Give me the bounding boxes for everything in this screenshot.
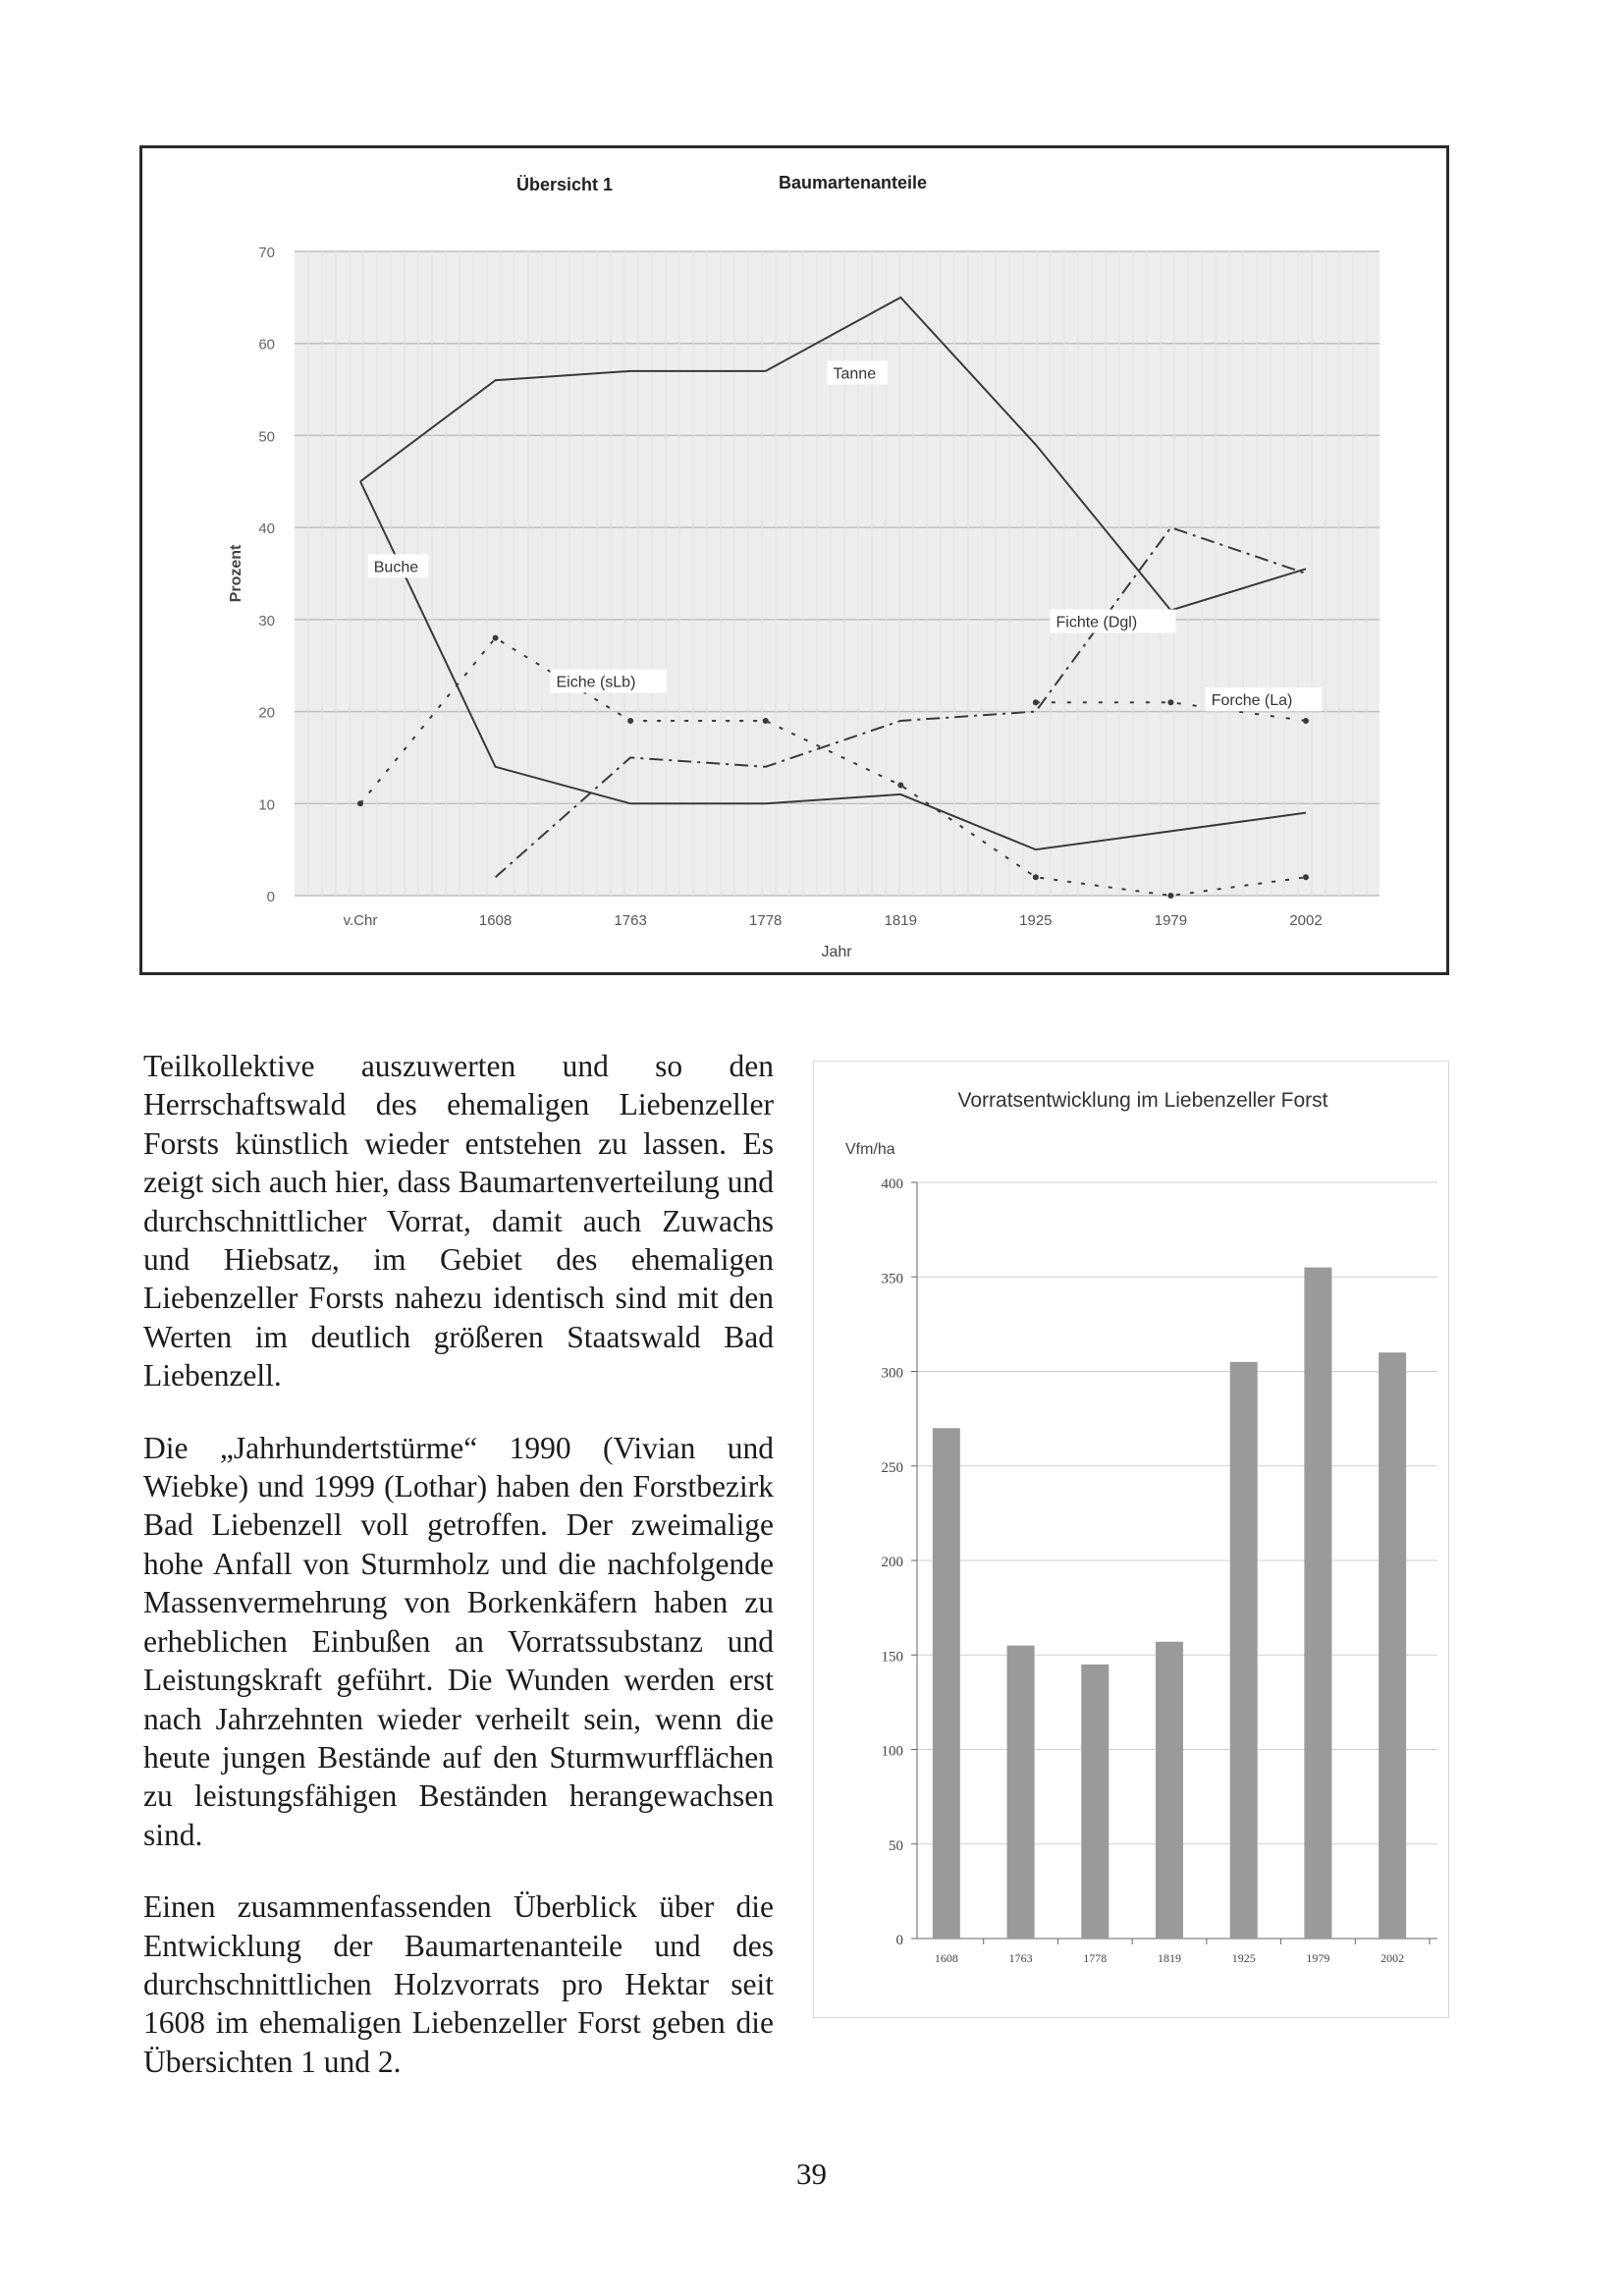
bar-1608: [933, 1428, 960, 1939]
chart-subtitle: Übersicht 1: [516, 175, 614, 194]
y-tick-label: 40: [258, 520, 275, 538]
x-tick-label: 1608: [478, 912, 513, 929]
y-axis-label: Prozent: [228, 544, 244, 603]
data-point-eiche: [1167, 893, 1173, 899]
bar-1763: [1007, 1646, 1035, 1939]
y-tick-label: 350: [881, 1271, 903, 1287]
data-point-forche: [1167, 699, 1173, 705]
data-point-eiche: [1303, 874, 1309, 880]
series-label-forche: Forche (La): [1211, 692, 1293, 710]
x-tick-label: 1979: [1306, 1951, 1330, 1965]
chart-vorratsentwicklung: [813, 1061, 1449, 2018]
data-point-forche: [1033, 699, 1039, 705]
paragraph-1: Teilkollektive auszuwerten und so den Herrschaftswald des ehemaligen Liebenzeller Forsts künstlich wieder entstehen zu lassen. Es zeigt sich auch hier, dass Baumartenverteilung und durchschnittlicher Vorrat, damit auch Zuwachs und Hiebsatz, im Gebiet des ehemaligen Liebenzeller Forsts nahezu identisch sind mit den Werten im deutlich größeren Staatswald Bad Liebenzell.: [143, 1049, 774, 1394]
x-tick-label: 1925: [1019, 912, 1053, 929]
bar-chart-svg: [814, 1062, 1448, 2017]
x-tick-label: 1819: [884, 912, 917, 929]
bar-1819: [1156, 1642, 1183, 1939]
x-tick-label: 1925: [1231, 1951, 1256, 1965]
page-number: 39: [796, 2157, 827, 2191]
y-tick-label: 100: [881, 1743, 903, 1760]
paragraph-2: Die „Jahrhundertstürme“ 1990 (Vivian und Wiebke) und 1999 (Lothar) haben den Forstbezirk Bad Liebenzell voll getroffen. Der zweimalige hohe Anfall von Sturmholz und die nachfolgende Massenvermehrung von Borkenkäfern haben zu erheblichen Einbußen an Vorratssubstanz und Leistungskraft geführt. Die Wunden werden erst nach Jahrzehnten wieder verheilt sein, wenn die heute jungen Bestände auf den Sturmwurfflächen zu leistungsfähigen Beständen herangewachsen sind.: [143, 1430, 774, 1852]
y-tick-label: 20: [258, 704, 275, 722]
data-point-eiche: [493, 635, 499, 641]
data-point-eiche: [897, 783, 903, 789]
data-point-eiche: [357, 800, 363, 806]
x-tick-label: v.Chr: [343, 912, 378, 929]
line-chart-svg: [142, 148, 1446, 972]
x-tick-label: 2002: [1289, 912, 1323, 929]
chart-title: Baumartenanteile: [779, 173, 928, 192]
bar-1925: [1230, 1362, 1258, 1939]
x-axis-label: Jahr: [821, 944, 852, 960]
series-label-buche: Buche: [373, 559, 419, 576]
y-tick-label: 60: [258, 336, 275, 354]
bar-1778: [1081, 1665, 1109, 1939]
x-tick-label: 1778: [1083, 1951, 1108, 1965]
paragraph-3: Einen zusammenfassenden Überblick über die Entwicklung der Baumartenanteile und des durchschnittlichen Holzvorrats pro Hektar seit 1608 im ehemaligen Liebenzeller Forst geben die Übersichten 1 und 2.: [143, 1889, 774, 2079]
data-point-eiche: [763, 718, 769, 724]
y-tick-label: 250: [881, 1459, 903, 1476]
series-label-eiche: Eiche (sLb): [556, 674, 636, 691]
y-tick-label: 400: [881, 1176, 903, 1192]
data-point-eiche: [1033, 874, 1039, 880]
x-tick-label: 1979: [1154, 912, 1188, 929]
bar-2002: [1379, 1352, 1406, 1939]
body-text: [143, 1047, 774, 2114]
x-tick-label: 2002: [1380, 1951, 1405, 1965]
y-tick-label: 50: [889, 1837, 903, 1854]
y-tick-label: 30: [258, 612, 275, 629]
chart-baumartenanteile: [139, 145, 1449, 975]
y-tick-label: 10: [258, 796, 275, 814]
y-tick-label: 0: [266, 889, 275, 905]
y-axis-unit: Vfm/ha: [845, 1141, 895, 1158]
y-tick-label: 0: [895, 1933, 903, 1948]
data-point-forche: [1303, 718, 1309, 724]
y-tick-label: 50: [258, 428, 275, 446]
bar-1979: [1304, 1268, 1331, 1939]
y-tick-label: 200: [881, 1555, 903, 1570]
data-point-eiche: [627, 718, 633, 724]
x-tick-label: 1763: [614, 912, 647, 929]
x-tick-label: 1763: [1008, 1951, 1033, 1965]
y-tick-label: 150: [881, 1649, 903, 1666]
series-label-fichte: Fichte (Dgl): [1055, 614, 1138, 631]
chart-title: Vorratsentwicklung im Liebenzeller Forst: [957, 1089, 1328, 1112]
x-tick-label: 1778: [749, 912, 783, 929]
y-tick-label: 70: [258, 245, 275, 261]
series-label-tanne: Tanne: [833, 365, 877, 383]
y-tick-label: 300: [881, 1365, 903, 1382]
x-tick-label: 1608: [934, 1951, 958, 1965]
x-tick-label: 1819: [1158, 1951, 1181, 1965]
